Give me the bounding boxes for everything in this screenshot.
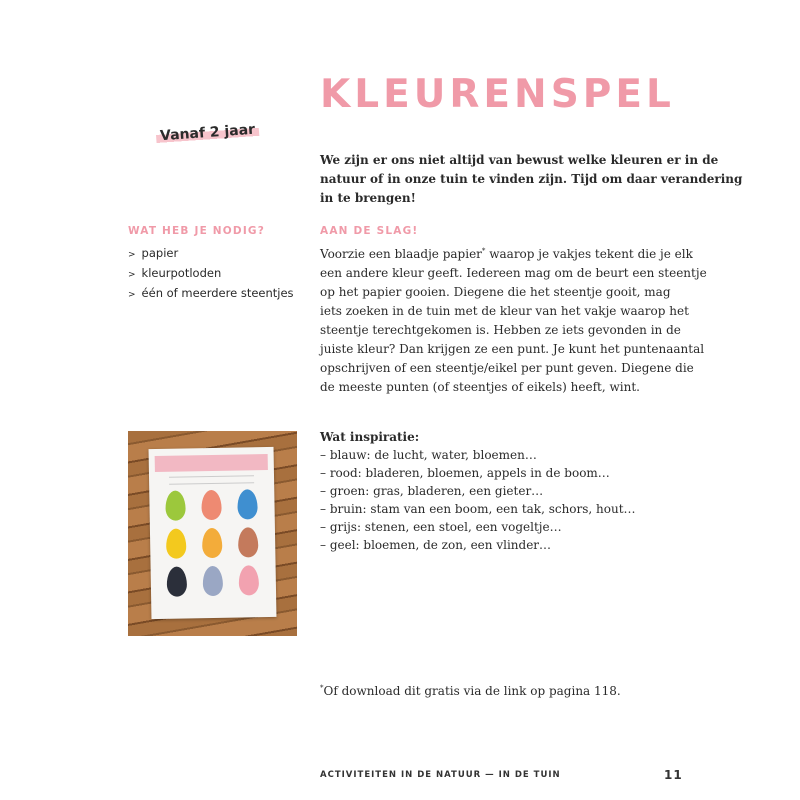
list-item: – rood: bladeren, bloemen, appels in de boom… <box>320 466 610 480</box>
intro-line: natuur of in onze tuin te vinden zijn. Tijd om daar verandering <box>320 172 743 186</box>
list-item: – blauw: de lucht, water, bloemen… <box>320 448 537 462</box>
list-item: > één of meerdere steentjes <box>128 286 294 300</box>
leaf-icon <box>237 527 258 557</box>
instructions-line: Voorzie een blaadje papier* waarop je vakjes tekent die je elk <box>320 247 693 261</box>
intro-line: We zijn er ons niet altijd van bewust welke kleuren er in de <box>320 153 719 167</box>
instructions-line: iets zoeken in de tuin met de kleur van het vakje waarop het <box>320 304 689 318</box>
color-game-sheet <box>149 447 277 619</box>
age-badge: Vanaf 2 jaar <box>156 121 260 144</box>
page-title: KLEURENSPEL <box>320 72 675 117</box>
instructions-line: op het papier gooien. Diegene die het steentje gooit, mag <box>320 285 671 299</box>
instructions-paragraph <box>320 242 707 397</box>
list-item: – groen: gras, bladeren, een gieter… <box>320 484 544 498</box>
chevron-right-icon: > <box>128 290 136 300</box>
list-item: > papier <box>128 246 179 260</box>
instructions-heading: AAN DE SLAG! <box>320 225 419 237</box>
instructions-line: de meeste punten (of steentjes of eikels) heeft, wint. <box>320 380 640 394</box>
needs-list <box>128 244 294 304</box>
leaf-icon <box>165 528 186 558</box>
list-item: – bruin: stam van een boom, een tak, schors, hout… <box>320 502 636 516</box>
instructions-line: opschrijven of een steentje/eikel per punt geven. Diegene die <box>320 361 694 375</box>
activity-photo <box>128 431 297 636</box>
footnote: *Of download dit gratis via de link op pagina 118. <box>320 684 621 698</box>
footnote-mark: * <box>320 684 324 692</box>
leaf-icon <box>201 528 222 558</box>
instructions-line: steentje terechtgekomen is. Hebben ze iets gevonden in de <box>320 323 681 337</box>
leaf-icon <box>166 566 187 596</box>
intro-line: in te brengen! <box>320 191 416 205</box>
chevron-right-icon: > <box>128 270 136 280</box>
sheet-text-lines <box>169 475 254 484</box>
footnote-mark: * <box>481 247 486 255</box>
list-item: > kleurpotloden <box>128 266 222 280</box>
needs-heading: WAT HEB JE NODIG? <box>128 225 266 237</box>
leaf-icon <box>201 490 222 520</box>
leaf-icon <box>238 565 259 595</box>
page-number: 11 <box>664 768 683 782</box>
intro-paragraph <box>320 151 742 208</box>
inspiration-block <box>320 428 636 554</box>
running-footer: ACTIVITEITEN IN DE NATUUR — IN DE TUIN <box>320 770 561 780</box>
leaf-icon <box>202 566 223 596</box>
list-item: – grijs: stenen, een stoel, een vogeltje… <box>320 520 562 534</box>
leaf-grid <box>149 489 276 597</box>
leaf-icon <box>237 489 258 519</box>
inspiration-heading: Wat inspiratie: <box>320 430 420 444</box>
list-item: – geel: bloemen, de zon, een vlinder… <box>320 538 552 552</box>
instructions-line: juiste kleur? Dan krijgen ze een punt. Je kunt het puntenaantal <box>320 342 705 356</box>
sheet-header-band <box>155 454 268 472</box>
leaf-icon <box>165 490 186 520</box>
instructions-line: een andere kleur geeft. Iedereen mag om de beurt een steentje <box>320 266 707 280</box>
chevron-right-icon: > <box>128 250 136 260</box>
